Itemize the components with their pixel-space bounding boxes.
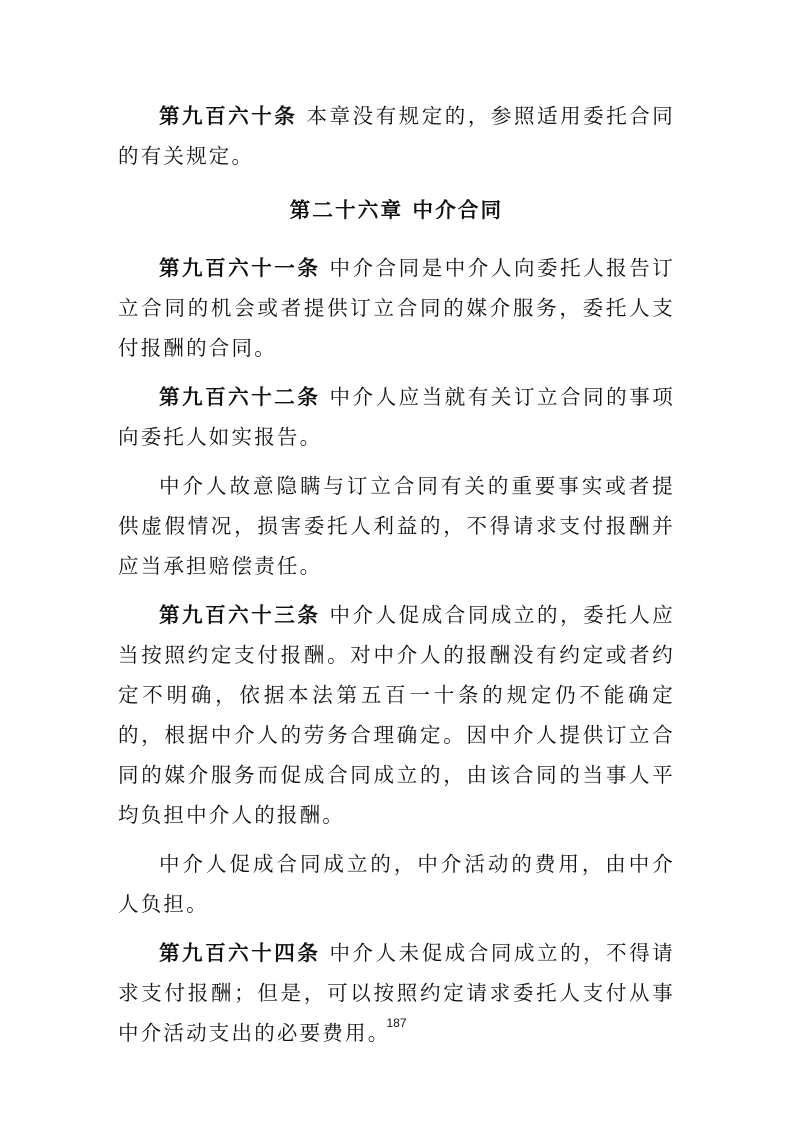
article-text: 中介人促成合同成立的，委托人应当按照约定支付报酬。对中介人的报酬没有约定或者约定不明确，依据本法第五百一十条的规定仍不能确定的，根据中介人的劳务合理确定。因中介人提供订立合同的媒介服务而促成合同成立的，由该合同的当事人平均负担中介人的报酬。 <box>118 603 675 827</box>
article-text: 中介合同是中介人向委托人报告订立合同的机会或者提供订立合同的媒介服务，委托人支付报酬的合同。 <box>118 256 675 360</box>
chapter-title: 第二十六章 中介合同 <box>289 198 504 222</box>
article-text: 本章没有规定的，参照适用委托合同的有关规定。 <box>118 104 676 168</box>
article-number: 第九百六十四条 <box>159 941 321 965</box>
paragraph-text: 中介人促成合同成立的，中介活动的费用，由中介人负担。 <box>118 852 675 916</box>
article-paragraph <box>118 595 675 835</box>
article-number: 第九百六十条 <box>159 104 298 128</box>
article-paragraph <box>118 933 675 1053</box>
article-paragraph <box>118 96 675 176</box>
article-text: 中介人未促成合同成立的，不得请求支付报酬；但是，可以按照约定请求委托人支付从事中介活动支出的必要费用。 <box>118 941 675 1045</box>
article-paragraph <box>118 377 675 457</box>
article-paragraph <box>118 248 675 368</box>
article-number: 第九百六十三条 <box>159 603 321 627</box>
article-number: 第九百六十一条 <box>159 256 321 280</box>
paragraph-text: 中介人故意隐瞒与订立合同有关的重要事实或者提供虚假情况，损害委托人利益的，不得请求支付报酬并应当承担赔偿责任。 <box>118 474 675 578</box>
page-number: 187 <box>386 1016 407 1030</box>
article-text: 中介人应当就有关订立合同的事项向委托人如实报告。 <box>118 385 675 449</box>
body-paragraph <box>118 466 675 586</box>
article-number: 第九百六十二条 <box>159 385 321 409</box>
body-paragraph <box>118 844 675 924</box>
